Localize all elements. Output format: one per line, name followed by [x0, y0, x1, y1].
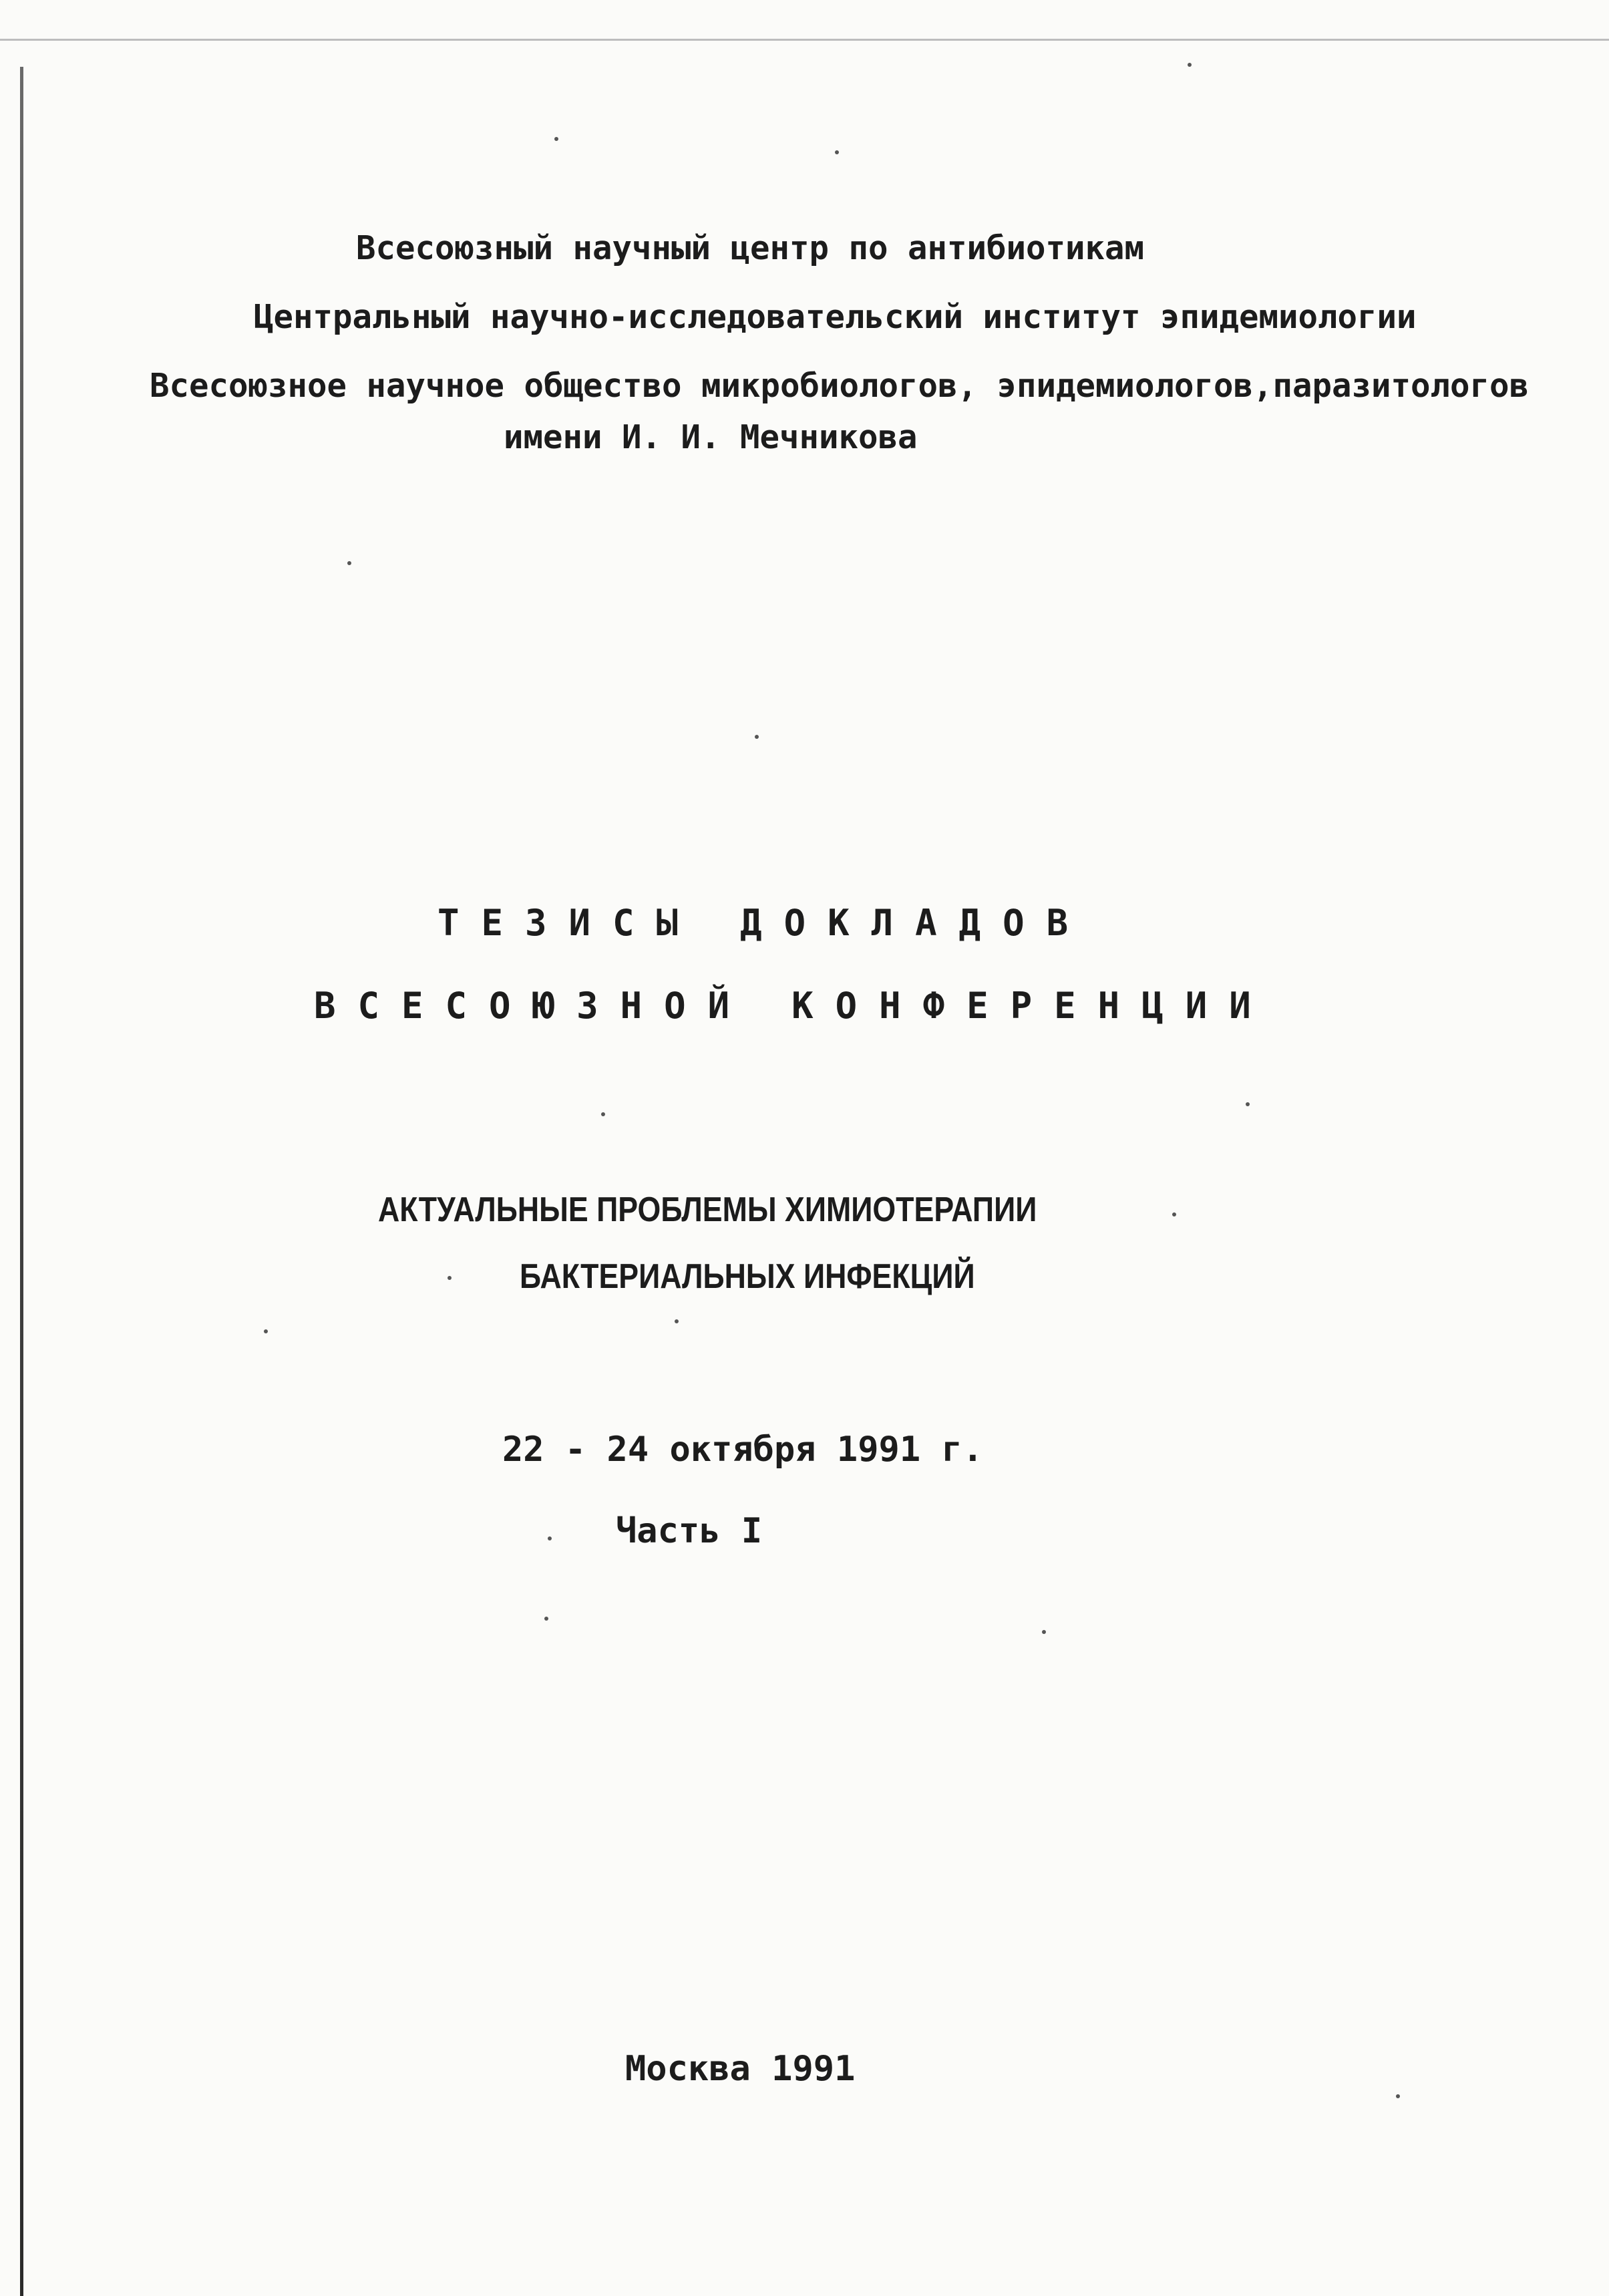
speck [264, 1329, 268, 1333]
organization-line-1: Всесоюзный научный центр по антибиотикам [356, 229, 1145, 267]
organization-line-4: имени И. И. Мечникова [504, 418, 918, 456]
organization-line-3: Всесоюзное научное общество микробиологов, эпидемиологов,паразитологов [150, 367, 1530, 405]
speck [554, 137, 558, 141]
title-word-all-union: ВСЕСОЮЗНОЙ [314, 985, 752, 1027]
speck [1396, 2094, 1400, 2098]
page-top-border [0, 39, 1609, 41]
document-title-line-1 [437, 902, 1090, 944]
conference-subject-line-1: АКТУАЛЬНЫЕ ПРОБЛЕМЫ ХИМИОТЕРАПИИ [378, 1190, 1037, 1229]
title-word-theses: ТЕЗИСЫ [437, 902, 701, 944]
publication-city-year: Москва 1991 [625, 2049, 856, 2089]
speck [755, 735, 759, 739]
speck [1188, 63, 1192, 67]
speck [544, 1617, 548, 1621]
title-word-conference: КОНФЕРЕНЦИИ [791, 985, 1273, 1027]
speck [835, 150, 839, 154]
speck [601, 1112, 605, 1116]
binding-edge [20, 67, 23, 2296]
document-title-line-2 [314, 985, 1273, 1027]
speck [347, 561, 351, 565]
speck [1172, 1212, 1176, 1216]
speck [548, 1536, 552, 1540]
conference-subject-line-2: БАКТЕРИАЛЬНЫХ ИНФЕКЦИЙ [520, 1257, 975, 1296]
speck [1042, 1630, 1046, 1634]
organization-line-2: Центральный научно-исследовательский институт эпидемиологии [254, 298, 1417, 336]
speck [1246, 1102, 1250, 1106]
conference-dates: 22 - 24 октября 1991 г. [502, 1430, 984, 1470]
speck [448, 1276, 452, 1280]
speck [675, 1319, 679, 1323]
volume-part: Часть I [616, 1511, 763, 1551]
title-word-reports: ДОКЛАДОВ [740, 902, 1091, 944]
